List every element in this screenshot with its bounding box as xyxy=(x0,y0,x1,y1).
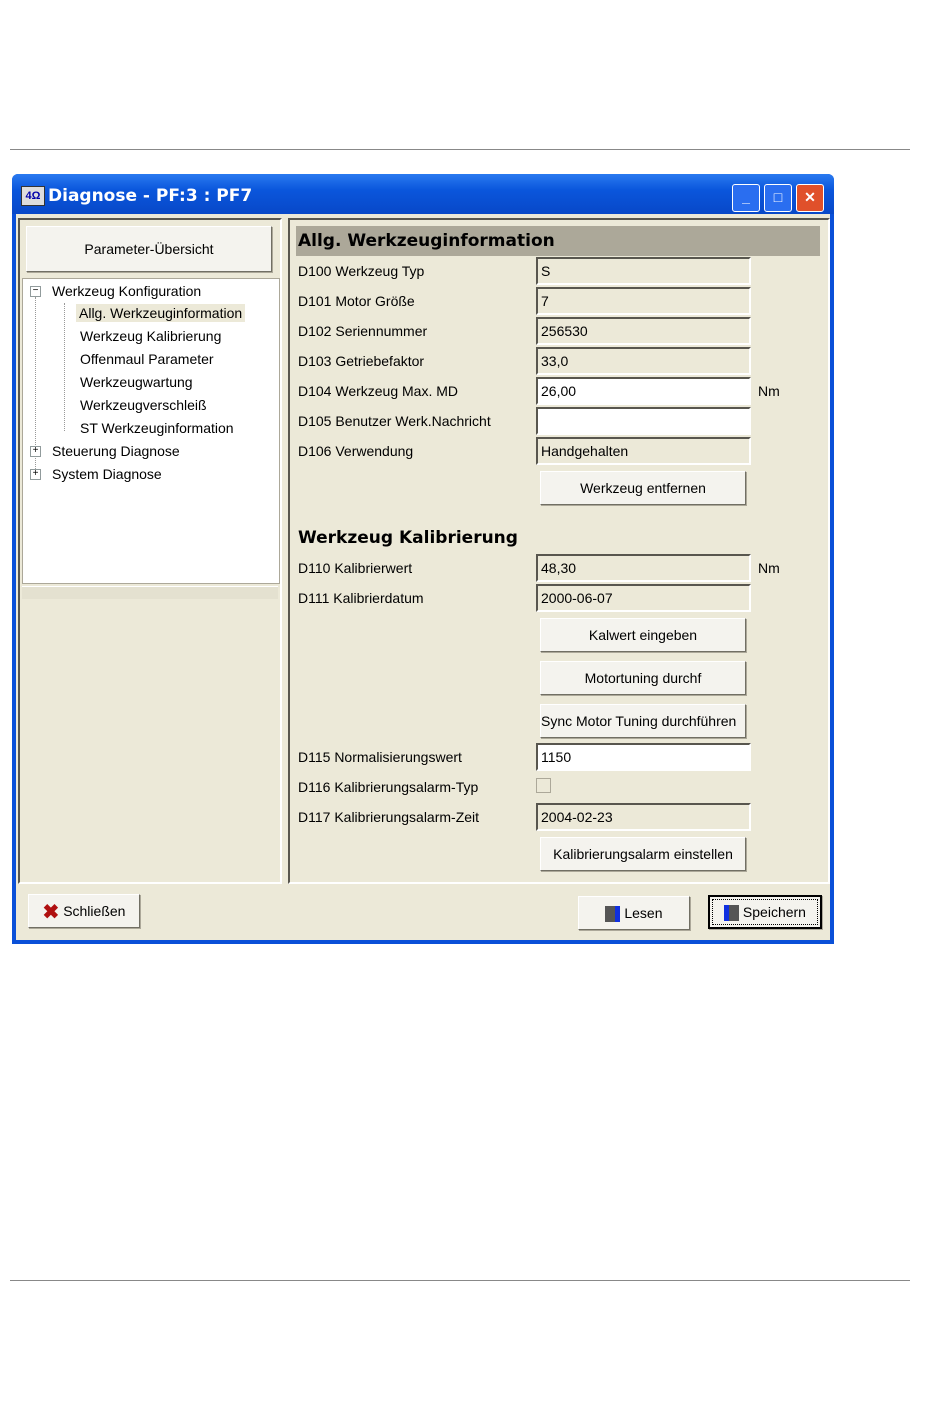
sync-motor-tuning-button[interactable]: Sync Motor Tuning durchführen xyxy=(540,704,746,738)
d104-input[interactable]: 26,00 xyxy=(536,377,751,405)
tree-item[interactable]: Offenmaul Parameter xyxy=(80,351,214,367)
x-icon: ✖ xyxy=(42,901,60,924)
app-icon: 4Ω xyxy=(21,186,45,206)
motor-tuning-button[interactable]: Motortuning durchf xyxy=(540,661,746,695)
d100-field: S xyxy=(536,257,751,285)
tree-item[interactable]: Werkzeugwartung xyxy=(80,374,193,390)
enter-calvalue-button[interactable]: Kalwert eingeben xyxy=(540,618,746,652)
d105-input[interactable] xyxy=(536,407,751,435)
d115-label: D115 Normalisierungswert xyxy=(298,749,462,765)
d105-label: D105 Benutzer Werk.Nachricht xyxy=(298,413,491,429)
d117-field: 2004-02-23 xyxy=(536,803,751,831)
tree-item-steuerung-diagnose[interactable]: Steuerung Diagnose xyxy=(52,443,180,459)
title-bar[interactable] xyxy=(12,174,834,214)
d111-label: D111 Kalibrierdatum xyxy=(298,590,424,606)
expand-icon[interactable]: + xyxy=(30,469,41,480)
d103-field: 33,0 xyxy=(536,347,751,375)
d117-label: D117 Kalibrierungsalarm-Zeit xyxy=(298,809,480,825)
close-button[interactable] xyxy=(28,894,140,928)
calibration-alarm-button[interactable]: Kalibrierungsalarm einstellen xyxy=(540,837,746,871)
d101-label: D101 Motor Größe xyxy=(298,293,415,309)
d115-input[interactable]: 1150 xyxy=(536,743,751,771)
device-read-icon xyxy=(605,906,620,922)
minimize-button[interactable]: _ xyxy=(732,184,760,212)
d104-unit: Nm xyxy=(758,383,780,399)
d106-field: Handgehalten xyxy=(536,437,751,465)
d110-label: D110 Kalibrierwert xyxy=(298,560,413,576)
tree-line xyxy=(64,303,65,431)
d110-unit: Nm xyxy=(758,560,780,576)
section-title-kalibrierung: Werkzeug Kalibrierung xyxy=(298,528,518,548)
expand-icon[interactable]: + xyxy=(30,446,41,457)
d111-field: 2000-06-07 xyxy=(536,584,751,612)
save-button[interactable] xyxy=(708,895,822,929)
tree-item-werkzeug-konfiguration[interactable]: Werkzeug Konfiguration xyxy=(52,283,202,299)
close-window-button[interactable]: ✕ xyxy=(796,184,824,212)
d104-label: D104 Werkzeug Max. MD xyxy=(298,383,459,399)
save-label: Speichern xyxy=(742,904,806,920)
close-label: Schließen xyxy=(63,903,126,919)
d110-field: 48,30 xyxy=(536,554,751,582)
read-label: Lesen xyxy=(624,905,663,921)
tree-item-selected[interactable]: Allg. Werkzeuginformation xyxy=(76,304,245,322)
d102-field: 256530 xyxy=(536,317,751,345)
collapse-icon[interactable]: − xyxy=(30,286,41,297)
d102-label: D102 Seriennummer xyxy=(298,323,428,339)
tree-item[interactable]: Werkzeugverschleiß xyxy=(80,397,207,413)
remove-tool-button[interactable]: Werkzeug entfernen xyxy=(540,471,746,505)
d106-label: D106 Verwendung xyxy=(298,443,414,459)
parameter-overview-button[interactable]: Parameter-Übersicht xyxy=(26,226,272,272)
top-rule xyxy=(10,149,910,150)
d116-checkbox[interactable] xyxy=(536,778,551,793)
tree-item[interactable]: ST Werkzeuginformation xyxy=(80,420,234,436)
splitter[interactable] xyxy=(22,586,278,599)
section-title-allg: Allg. Werkzeuginformation xyxy=(298,231,555,251)
read-button[interactable] xyxy=(578,896,690,930)
tree-item[interactable]: Werkzeug Kalibrierung xyxy=(80,328,222,344)
d101-field: 7 xyxy=(536,287,751,315)
d103-label: D103 Getriebefaktor xyxy=(298,353,425,369)
device-save-icon xyxy=(724,905,739,921)
window-title: Diagnose - PF:3 : PF7 xyxy=(48,186,253,206)
maximize-button[interactable]: □ xyxy=(764,184,792,212)
d116-label: D116 Kalibrierungsalarm-Typ xyxy=(298,779,479,795)
d100-label: D100 Werkzeug Typ xyxy=(298,263,425,279)
tree-item-system-diagnose[interactable]: System Diagnose xyxy=(52,466,162,482)
bottom-rule xyxy=(10,1280,910,1281)
